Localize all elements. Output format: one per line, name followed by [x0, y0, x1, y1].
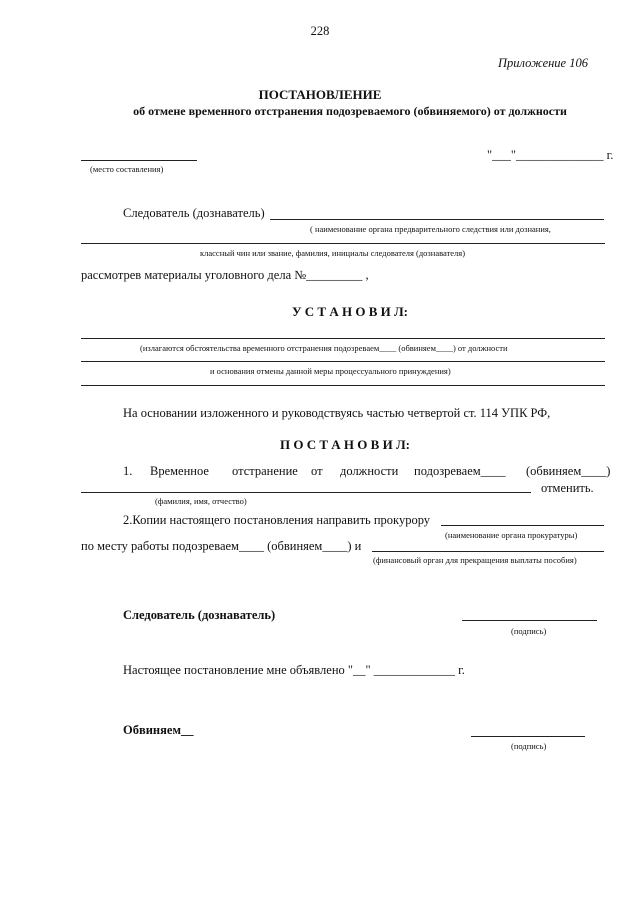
organ-line [81, 243, 605, 244]
finance-caption: (финансовый орган для прекращения выплаты пособия) [373, 555, 577, 565]
place-caption: (место составления) [90, 164, 164, 174]
basis-text: На основании изложенного и руководствуясь частью четвертой ст. 114 УПК РФ, [123, 406, 551, 420]
item1-cancel: отменить. [541, 481, 594, 495]
item2-prosecutor-line [441, 525, 604, 526]
circumstances-caption: (излагаются обстоятельства временного отстранения подозреваем____ (обвиняем____) от должности [140, 343, 508, 353]
signature-line-1 [462, 620, 597, 621]
item1-word-6: (обвиняем____) [526, 464, 611, 478]
item1-fio-line [81, 492, 531, 493]
grounds-line-top [81, 361, 605, 362]
investigator-line [270, 219, 604, 220]
signature-caption-2: (подпись) [511, 741, 547, 751]
accused-label: Обвиняем__ [123, 723, 194, 737]
document-title: ПОСТАНОВЛЕНИЕ [258, 87, 382, 102]
item2-text: 2.Копии настоящего постановления направить прокурору [123, 513, 431, 527]
investigator-label: Следователь (дознаватель) [123, 206, 265, 220]
grounds-line-bottom [81, 385, 605, 386]
date-line: "___"______________ г. [487, 148, 614, 162]
rank-caption: классный чин или звание, фамилия, инициалы следователя (дознавателя) [200, 248, 466, 258]
resolved-heading: П О С Т А Н О В И Л: [280, 437, 410, 452]
signature-caption-1: (подпись) [511, 626, 547, 636]
announced-text: Настоящее постановление мне объявлено "__" _____________ г. [123, 663, 465, 677]
established-heading: У С Т А Н О В И Л: [291, 304, 408, 319]
item1-word-1: Временное [150, 464, 209, 478]
item2-finance-line [372, 551, 604, 552]
item1-word-5: подозреваем____ [414, 464, 506, 478]
fio-caption: (фамилия, имя, отчество) [155, 496, 247, 506]
appendix-label: Приложение 106 [498, 56, 588, 70]
considered-text: рассмотрев материалы уголовного дела №_________ , [81, 268, 369, 282]
prosecutor-caption: (наименование органа прокуратуры) [445, 530, 578, 540]
item1-number: 1. [123, 464, 133, 478]
workplace-text: по месту работы подозреваем____ (обвиняем____) и [81, 539, 362, 553]
document-subtitle: об отмене временного отстранения подозреваемого (обвиняемого) от должности [133, 104, 567, 118]
circumstances-line [81, 338, 605, 339]
page-number: 228 [310, 24, 330, 38]
grounds-caption: и основания отмены данной меры процессуального принуждения) [210, 366, 451, 376]
item1-word-3: от [311, 464, 323, 478]
place-line [81, 160, 197, 161]
item1-word-4: должности [340, 464, 399, 478]
signature-line-2 [471, 736, 585, 737]
item1-word-2: отстранение [232, 464, 298, 478]
organ-caption: ( наименование органа предварительного следствия или дознания, [310, 224, 551, 234]
signature-investigator-label: Следователь (дознаватель) [123, 608, 276, 622]
